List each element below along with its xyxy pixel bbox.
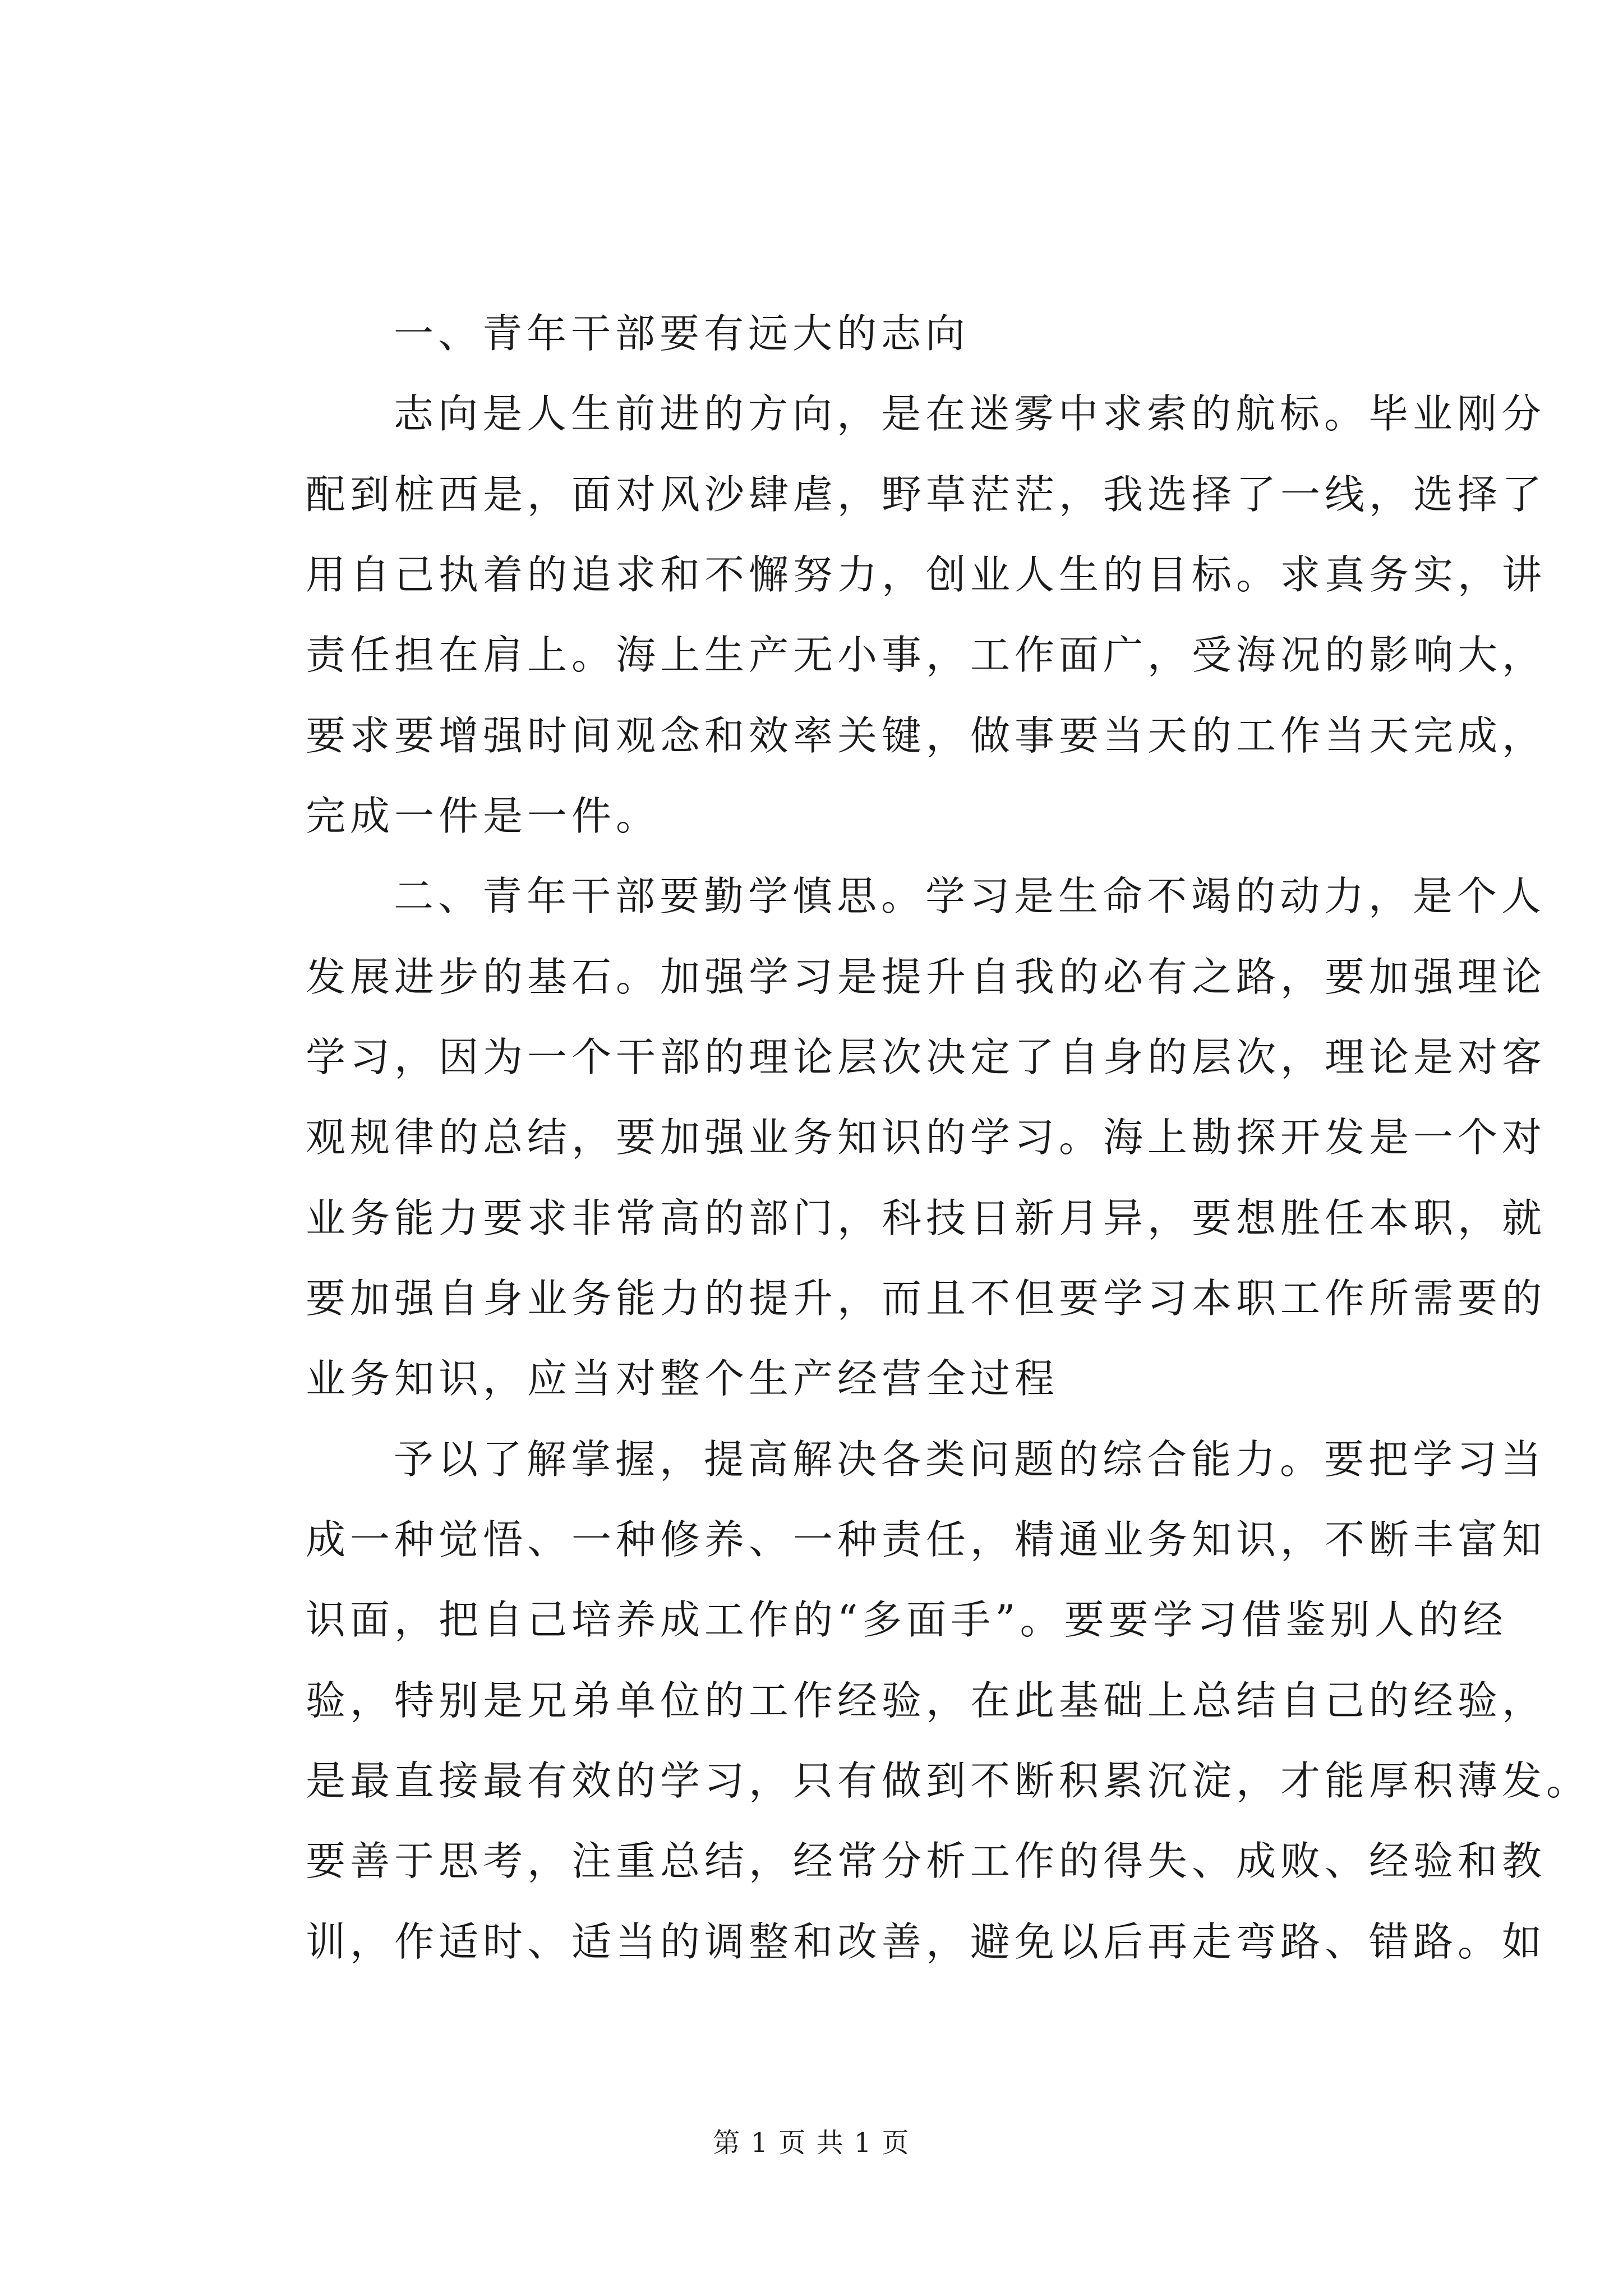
paragraph-line: 业务知识，应当对整个生产经营全过程	[306, 1355, 1059, 1402]
paragraph-line: 成一种觉悟、一种修养、一种责任，精通业务知识，不断丰富知	[306, 1516, 1547, 1563]
paragraph-line: 训，作适时、适当的调整和改善，避免以后再走弯路、错路。如	[306, 1918, 1547, 1965]
paragraph-line: 用自己执着的追求和不懈努力，创业人生的目标。求真务实，讲	[306, 551, 1547, 598]
section-heading-2: 二、青年干部要勤学慎思。学习是生命不竭的动力，是个人	[394, 873, 1546, 919]
section-heading-1: 一、青年干部要有远大的志向	[394, 310, 970, 357]
paragraph-line: 学习，因为一个干部的理论层次决定了自身的层次，理论是对客	[306, 1034, 1547, 1080]
paragraph-line: 志向是人生前进的方向，是在迷雾中求索的航标。毕业刚分	[394, 390, 1546, 437]
paragraph-line: 予以了解掌握，提高解决各类问题的综合能力。要把学习当	[394, 1436, 1546, 1483]
paragraph-line: 要求要增强时间观念和效率关键，做事要当天的工作当天完成，	[306, 712, 1547, 759]
paragraph-line: 要善于思考，注重总结，经常分析工作的得失、成败、经验和教	[306, 1838, 1547, 1884]
paragraph-line: 识面，把自己培养成工作的“多面手”。要要学习借鉴别人的经	[306, 1596, 1507, 1643]
paragraph-line: 发展进步的基石。加强学习是提升自我的必有之路，要加强理论	[306, 954, 1547, 1000]
paragraph-line: 配到桩西是，面对风沙肆虐，野草茫茫，我选择了一线，选择了	[306, 471, 1547, 518]
page-footer: 第 1 页 共 1 页	[713, 2127, 910, 2159]
paragraph-line: 完成一件是一件。	[306, 793, 661, 839]
paragraph-line: 是最直接最有效的学习，只有做到不断积累沉淀，才能厚积薄发。	[306, 1757, 1591, 1804]
paragraph-line: 观规律的总结，要加强业务知识的学习。海上勘探开发是一个对	[306, 1114, 1547, 1161]
paragraph-line: 业务能力要求非常高的部门，科技日新月异，要想胜任本职，就	[306, 1195, 1547, 1241]
paragraph-line: 验，特别是兄弟单位的工作经验，在此基础上总结自己的经验，	[306, 1677, 1547, 1724]
paragraph-line: 责任担在肩上。海上生产无小事，工作面广，受海况的影响大，	[306, 632, 1547, 678]
paragraph-line: 要加强自身业务能力的提升，而且不但要学习本职工作所需要的	[306, 1275, 1547, 1322]
